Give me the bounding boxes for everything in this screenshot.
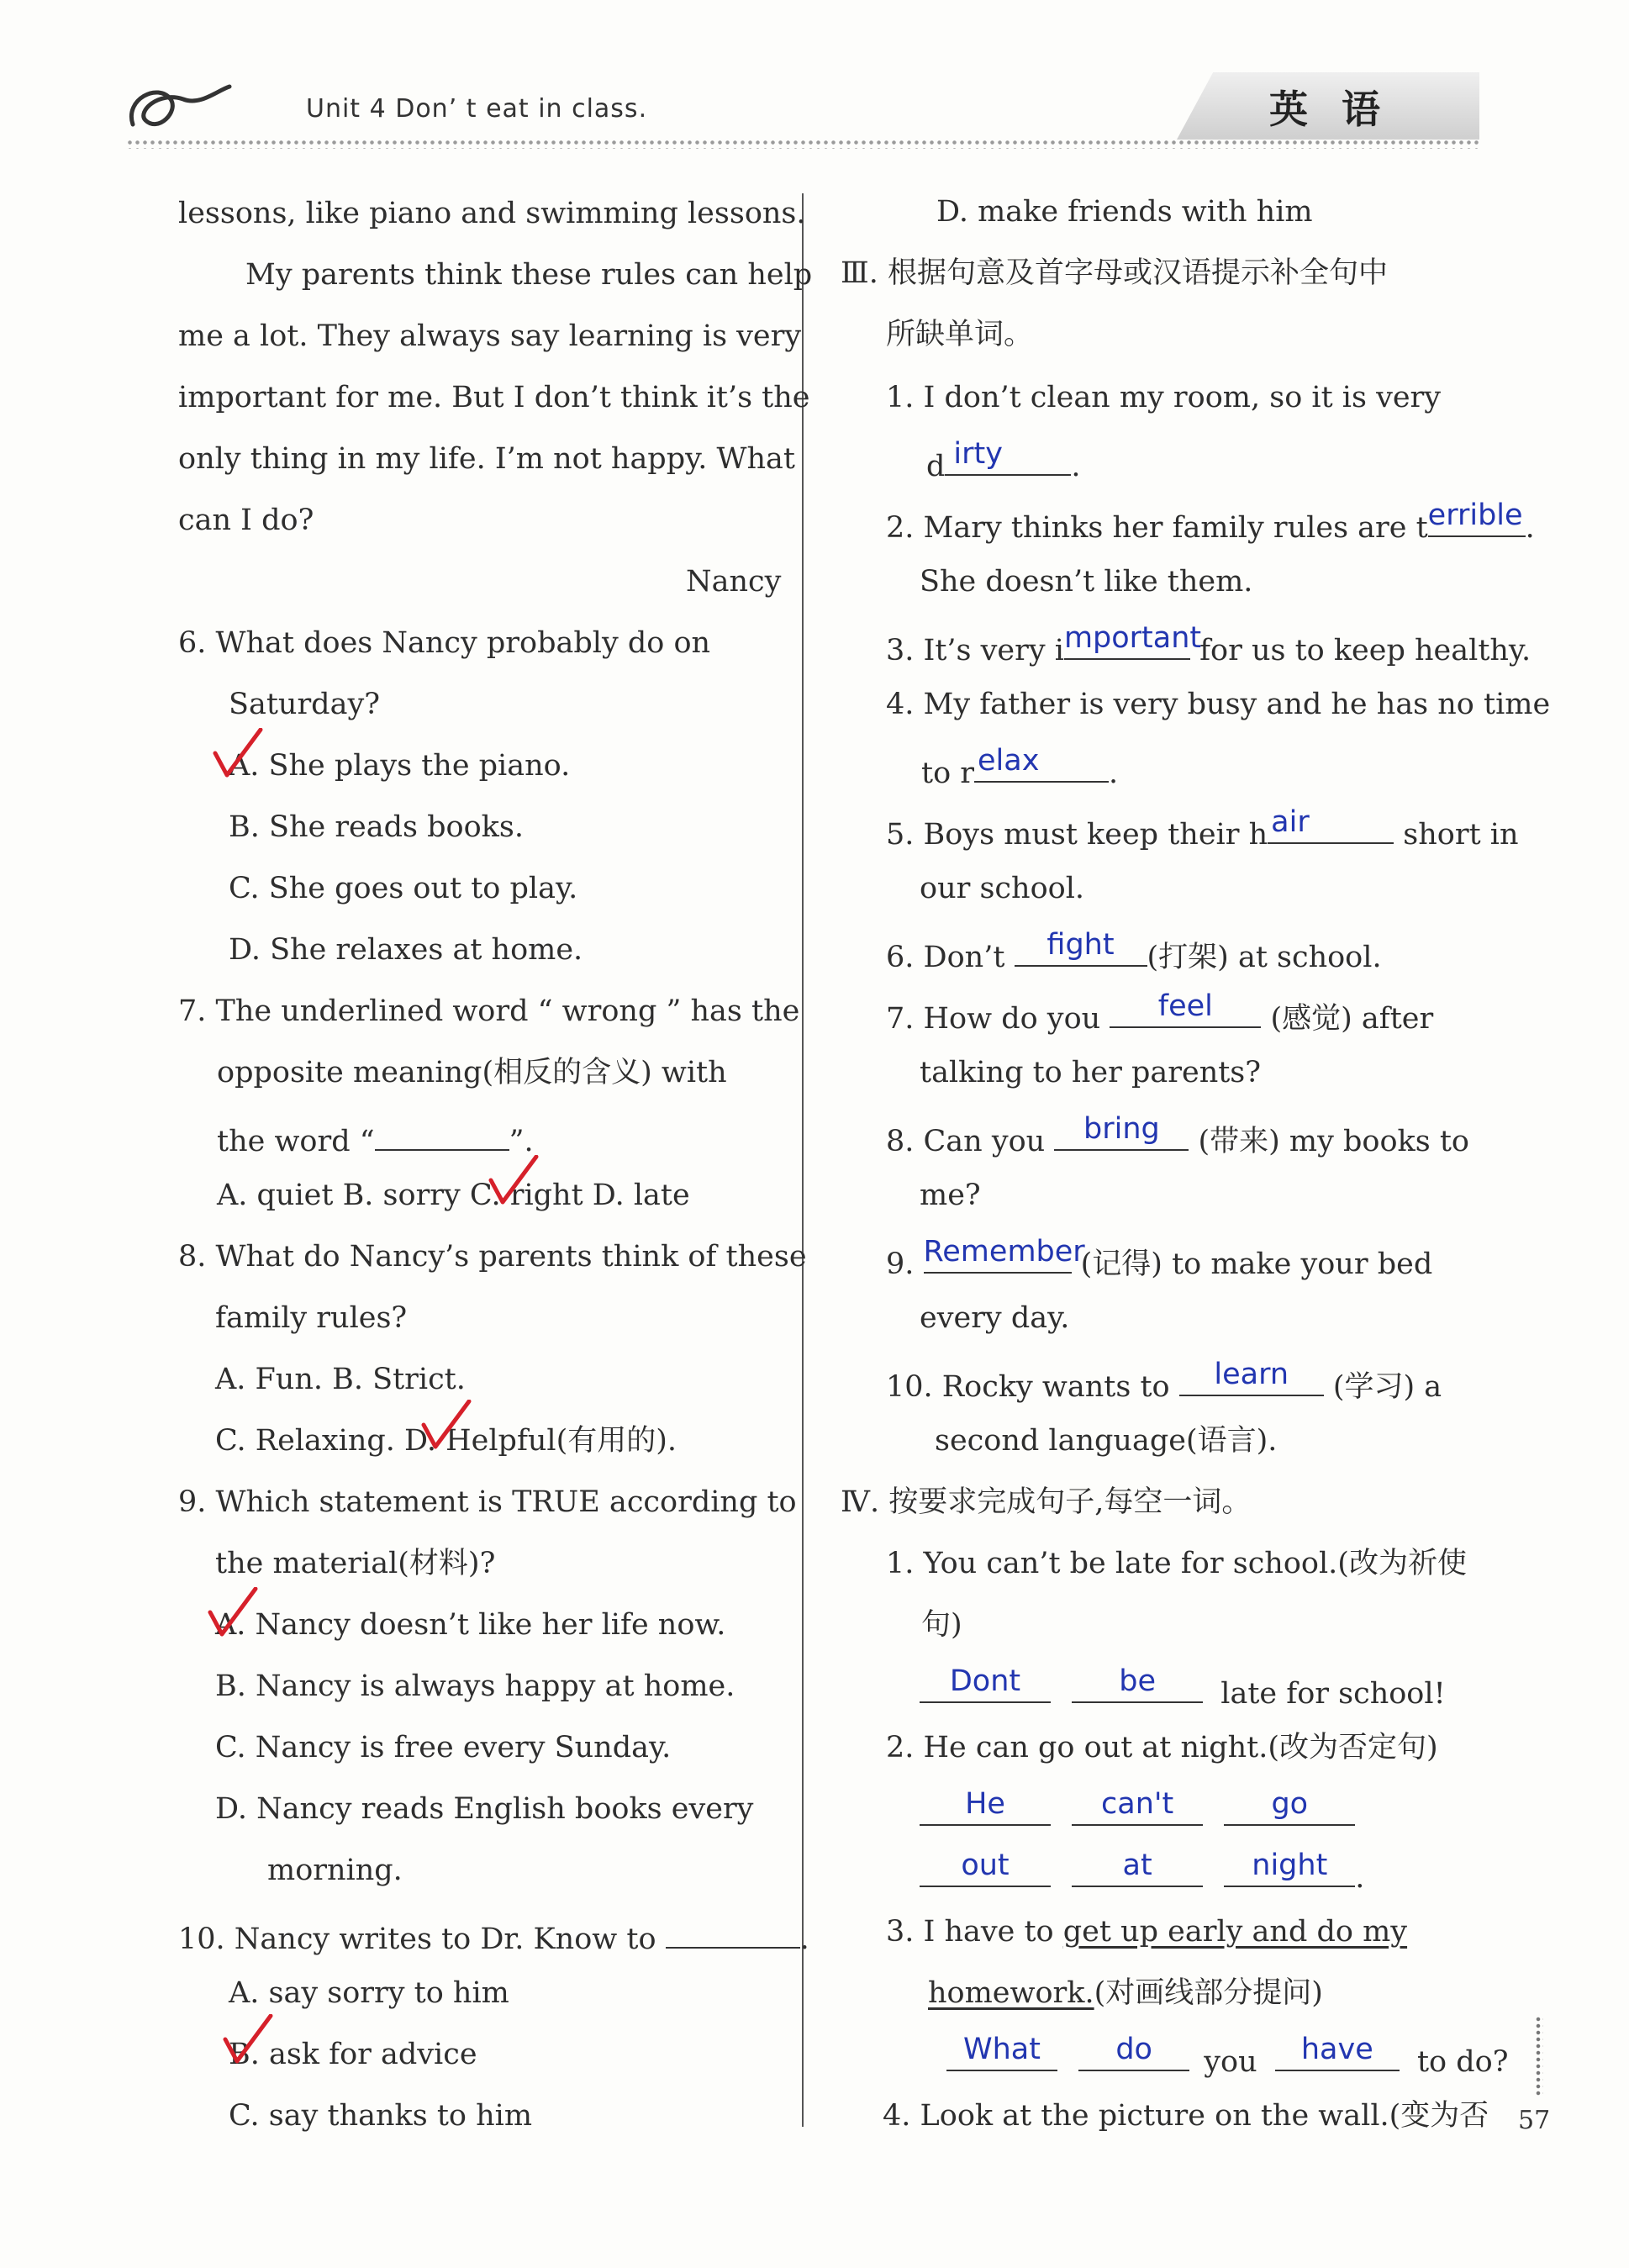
answer-blank[interactable] bbox=[974, 744, 1109, 783]
rewrite-item-2-answer: out at night . bbox=[920, 1852, 1364, 1896]
passage-line: My parents think these rules can help bbox=[245, 258, 813, 292]
dotted-margin-mark bbox=[1535, 2016, 1543, 2097]
question-7-stem: 7. The underlined word “ wrong ” has the bbox=[178, 994, 800, 1028]
passage-signature: Nancy bbox=[686, 565, 782, 599]
answer-blank[interactable] bbox=[920, 1664, 1051, 1703]
handwritten-answer: air bbox=[1271, 805, 1310, 839]
rewrite-item-1: 句) bbox=[921, 1608, 962, 1642]
question-9-option-a[interactable]: A. Nancy doesn’t like her life now. bbox=[215, 1608, 726, 1642]
fill-item-10: second language(语言). bbox=[935, 1424, 1278, 1458]
question-10-option-c[interactable]: C. say thanks to him bbox=[229, 2099, 533, 2133]
fill-item-9: every day. bbox=[920, 1301, 1070, 1335]
unit-title: Unit 4 Don’ t eat in class. bbox=[306, 94, 648, 124]
fill-item-9: 9. Remember (记得) to make your bed bbox=[886, 1235, 1433, 1281]
question-10-stem: 10. Nancy writes to Dr. Know to . bbox=[178, 1913, 809, 1958]
handwritten-answer: Remember bbox=[923, 1235, 1085, 1268]
answer-blank[interactable] bbox=[946, 2033, 1057, 2071]
rewrite-item-3-answer: What do you have to do? bbox=[946, 2036, 1508, 2081]
handwritten-answer: Dont bbox=[949, 1664, 1021, 1698]
handwritten-answer: irty bbox=[953, 437, 1003, 471]
answer-blank[interactable] bbox=[1179, 1358, 1324, 1396]
handwritten-answer: do bbox=[1115, 2033, 1152, 2066]
question-7-stem: opposite meaning(相反的含义) with bbox=[217, 1056, 727, 1089]
fill-item-2: 2. Mary thinks her family rules are t errible . bbox=[886, 498, 1535, 545]
section-4-title: Ⅳ. 按要求完成句子,每空一词。 bbox=[841, 1485, 1252, 1519]
underlined-phrase: get up early and do my bbox=[1062, 1915, 1408, 1949]
handwritten-answer: He bbox=[965, 1787, 1005, 1821]
question-6-option-a[interactable]: A. She plays the piano. bbox=[229, 749, 571, 783]
swirl-logo-icon bbox=[124, 74, 234, 141]
question-9-option-d: morning. bbox=[267, 1854, 403, 1887]
fill-item-5: our school. bbox=[920, 872, 1085, 905]
question-8-options[interactable]: A. Fun. B. Strict. bbox=[215, 1363, 466, 1396]
rewrite-item-1: 1. You can’t be late for school.(改为祈使 bbox=[886, 1547, 1467, 1580]
question-6-option-b[interactable]: B. She reads books. bbox=[229, 810, 524, 844]
handwritten-answer: fight bbox=[1046, 928, 1115, 962]
checkmark-icon bbox=[212, 728, 264, 780]
answer-blank[interactable] bbox=[1072, 1664, 1203, 1703]
handwritten-answer: can't bbox=[1101, 1787, 1174, 1821]
checkmark-icon bbox=[420, 1400, 472, 1452]
question-10-option-d[interactable]: D. make friends with him bbox=[936, 195, 1313, 229]
answer-blank[interactable] bbox=[923, 1235, 1085, 1274]
answer-blank[interactable] bbox=[1072, 1787, 1203, 1826]
question-9-option-d[interactable]: D. Nancy reads English books every bbox=[215, 1792, 754, 1826]
page-header bbox=[0, 0, 1629, 160]
answer-blank[interactable] bbox=[1054, 1112, 1189, 1151]
rewrite-item-3: 3. I have to get up early and do my bbox=[886, 1915, 1408, 1949]
answer-blank[interactable] bbox=[1268, 805, 1394, 844]
answer-blank[interactable] bbox=[945, 437, 1071, 476]
subject-label: 英语 bbox=[1269, 87, 1414, 132]
handwritten-answer: errible bbox=[1427, 498, 1523, 532]
handwritten-answer: at bbox=[1122, 1849, 1152, 1882]
question-7-options[interactable]: A. quiet B. sorry C. right D. late bbox=[217, 1179, 690, 1212]
question-9-stem: 9. Which statement is TRUE according to bbox=[178, 1485, 797, 1519]
fill-item-5: 5. Boys must keep their h air short in bbox=[886, 805, 1519, 852]
fill-item-4: to r elax . bbox=[921, 744, 1119, 790]
question-8-stem: 8. What do Nancy’s parents think of these bbox=[178, 1240, 807, 1274]
question-10-option-a[interactable]: A. say sorry to him bbox=[229, 1976, 509, 2010]
checkmark-icon bbox=[222, 2014, 274, 2066]
handwritten-answer: learn bbox=[1214, 1358, 1289, 1391]
question-8-options[interactable]: C. Relaxing. D. Helpful(有用的). bbox=[215, 1424, 677, 1458]
question-7-stem: the word “ ”. bbox=[217, 1116, 534, 1160]
fill-item-7: 7. How do you feel (感觉) after bbox=[886, 989, 1434, 1036]
fill-item-4: 4. My father is very busy and he has no time bbox=[886, 688, 1551, 721]
answer-blank[interactable] bbox=[1078, 2033, 1189, 2071]
question-9-option-c[interactable]: C. Nancy is free every Sunday. bbox=[215, 1731, 672, 1764]
fill-item-1: d irty . bbox=[926, 437, 1081, 483]
handwritten-answer: bring bbox=[1083, 1112, 1160, 1146]
answer-blank[interactable] bbox=[1224, 1787, 1355, 1826]
answer-blank[interactable] bbox=[1015, 928, 1147, 967]
underlined-phrase: homework. bbox=[928, 1976, 1094, 2010]
rewrite-item-3: homework.(对画线部分提问) bbox=[928, 1976, 1323, 2010]
column-divider bbox=[802, 193, 804, 2127]
handwritten-answer: out bbox=[961, 1849, 1010, 1882]
answer-blank[interactable] bbox=[1427, 498, 1526, 537]
answer-blank[interactable] bbox=[1063, 621, 1202, 660]
handwritten-answer: elax bbox=[978, 744, 1040, 778]
answer-blank[interactable] bbox=[920, 1849, 1051, 1887]
passage-line: important for me. But I don’t think it’s the bbox=[178, 381, 810, 414]
handwritten-answer: have bbox=[1300, 2033, 1373, 2066]
rewrite-item-4: 4. Look at the picture on the wall.(变为否 bbox=[883, 2099, 1489, 2133]
fill-item-6: 6. Don’t fight (打架) at school. bbox=[886, 928, 1382, 974]
question-8-stem: family rules? bbox=[215, 1301, 408, 1335]
question-6-option-c[interactable]: C. She goes out to play. bbox=[229, 872, 578, 905]
fill-item-1: 1. I don’t clean my room, so it is very bbox=[886, 381, 1442, 414]
answer-blank[interactable] bbox=[1275, 2033, 1400, 2071]
question-9-stem: the material(材料)? bbox=[215, 1547, 496, 1580]
question-9-option-b[interactable]: B. Nancy is always happy at home. bbox=[215, 1669, 735, 1703]
answer-blank[interactable] bbox=[666, 1913, 800, 1949]
passage-line: me a lot. They always say learning is very bbox=[178, 319, 802, 353]
handwritten-answer: mportant bbox=[1063, 621, 1202, 655]
fill-item-8: 8. Can you bring (带来) my books to bbox=[886, 1112, 1469, 1158]
fill-item-8: me? bbox=[920, 1179, 981, 1212]
answer-blank[interactable] bbox=[1072, 1849, 1203, 1887]
rewrite-item-2-answer bbox=[920, 1787, 1355, 1835]
fill-item-10: 10. Rocky wants to learn (学习) a bbox=[886, 1358, 1442, 1404]
handwritten-answer: be bbox=[1119, 1664, 1157, 1698]
rewrite-item-2: 2. He can go out at night.(改为否定句) bbox=[886, 1731, 1438, 1764]
question-6-stem: Saturday? bbox=[229, 688, 380, 721]
answer-blank[interactable] bbox=[1110, 989, 1261, 1028]
handwritten-answer: go bbox=[1271, 1787, 1309, 1821]
checkmark-icon bbox=[207, 1587, 259, 1639]
passage-line: can I do? bbox=[178, 504, 314, 537]
passage-line: only thing in my life. I’m not happy. What bbox=[178, 442, 795, 476]
answer-blank[interactable] bbox=[920, 1787, 1051, 1826]
fill-item-3: 3. It’s very i mportant for us to keep healthy. bbox=[886, 621, 1531, 667]
fill-item-7: talking to her parents? bbox=[920, 1056, 1262, 1089]
page-number: 57 bbox=[1518, 2106, 1551, 2135]
section-3-title: 所缺单词。 bbox=[886, 318, 1034, 351]
passage-line: lessons, like piano and swimming lessons. bbox=[178, 197, 806, 230]
answer-blank[interactable] bbox=[1224, 1849, 1355, 1887]
answer-blank[interactable] bbox=[375, 1116, 509, 1151]
section-3-title: Ⅲ. 根据句意及首字母或汉语提示补全句中 bbox=[841, 256, 1389, 290]
fill-item-2: She doesn’t like them. bbox=[920, 565, 1253, 599]
question-6-stem: 6. What does Nancy probably do on bbox=[178, 626, 711, 660]
handwritten-answer: night bbox=[1252, 1849, 1328, 1882]
handwritten-answer: feel bbox=[1157, 989, 1213, 1023]
handwritten-answer: What bbox=[963, 2033, 1041, 2066]
question-10-option-b[interactable]: B. ask for advice bbox=[229, 2038, 477, 2071]
checkmark-icon bbox=[488, 1155, 540, 1207]
header-dotted-rule bbox=[126, 139, 1479, 149]
question-6-option-d[interactable]: D. She relaxes at home. bbox=[229, 933, 583, 967]
rewrite-item-1-answer: Dont be late for school! bbox=[920, 1668, 1446, 1712]
